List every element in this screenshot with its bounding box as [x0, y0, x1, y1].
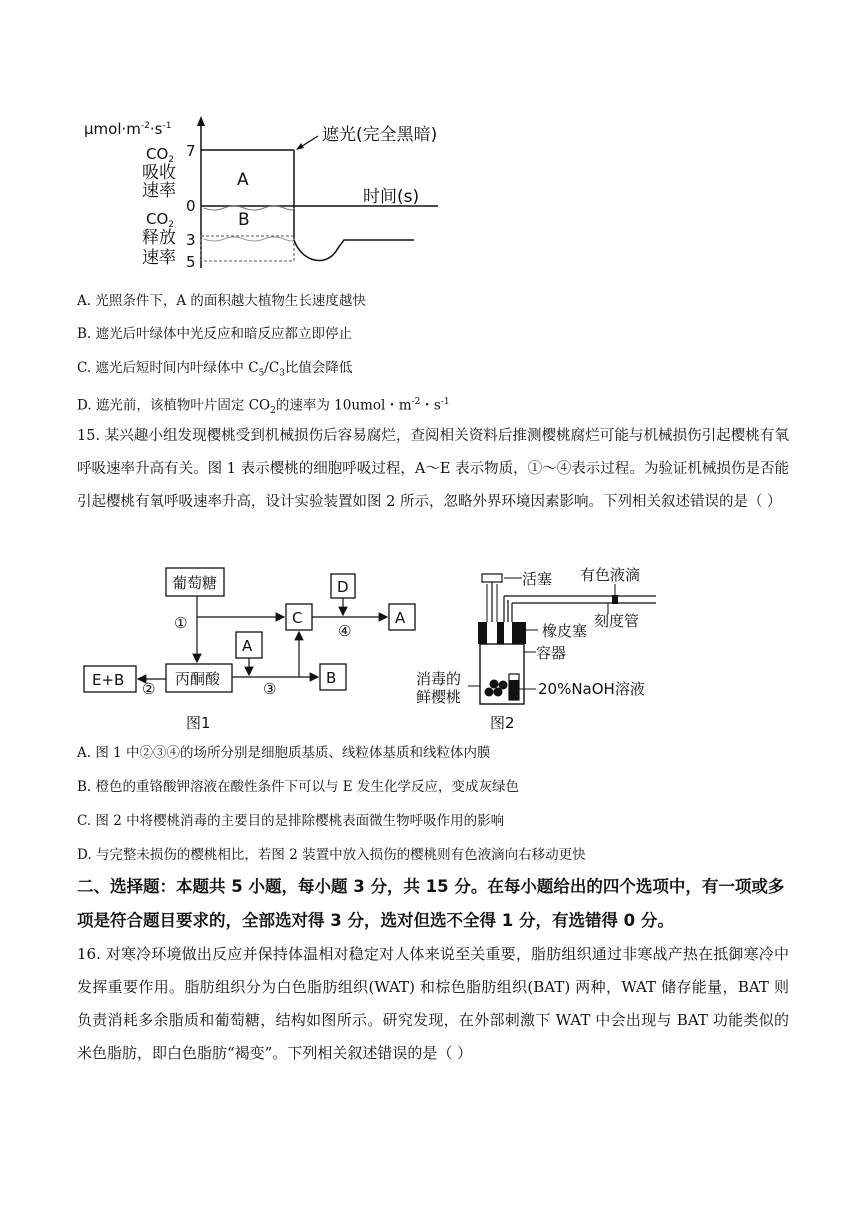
q14-option-c: C. 遮光后短时间内叶绿体中 $C_5/C_3$比值会降低	[77, 360, 353, 379]
box-glucose-label: 葡萄糖	[172, 574, 218, 592]
absorb-label-co2: $CO_2$	[146, 145, 175, 165]
stopper-hole-2	[504, 622, 512, 644]
q15-option-b: B. 橙色的重铬酸钾溶液在酸性条件下可以与 E 发生化学反应，变成灰绿色	[77, 779, 519, 795]
region-b-wave-2	[204, 237, 294, 241]
release-label-2: 释放	[142, 228, 176, 248]
tick-5: 5	[186, 253, 196, 271]
absorb-label-3: 速率	[142, 181, 176, 201]
q14-option-b: B. 遮光后叶绿体中光反应和暗反应都立即停止	[77, 326, 353, 342]
process-1: ①	[174, 614, 188, 632]
box-d-label: D	[337, 578, 349, 596]
q15-option-c: C. 图 2 中将樱桃消毒的主要目的是排除樱桃表面微生物呼吸作用的影响	[77, 813, 505, 829]
box-a-out-label: A	[395, 609, 406, 627]
label-container: 容器	[536, 644, 567, 662]
cherry	[490, 680, 499, 689]
process-4: ④	[338, 622, 352, 640]
tick-7: 7	[186, 142, 196, 160]
box-pyruvate-label: 丙酮酸	[175, 670, 221, 688]
piston-head	[482, 574, 502, 582]
dark-release-curve	[294, 240, 414, 260]
label-cherries-1: 消毒的	[416, 670, 462, 688]
tick-3: 3	[186, 231, 196, 249]
chart-unit-label: $\mu mol\cdot m^{-2}\cdot s^{-1}$	[84, 120, 172, 138]
label-droplet: 有色液滴	[580, 566, 641, 584]
naoh-fill	[509, 680, 519, 700]
q16-stem: 16. 对寒冷环境做出反应并保持体温相对稳定对人体来说至关重要，脂肪组织通过非寒战产热在抵御寒冷中发挥重要作用。脂肪组织分为白色脂肪组织(WAT) 和棕色脂肪组织(BAT) 两种，WAT 储存能量，BAT 则负责消耗多余脂质和葡萄糖，结构如图所示。研究发现，在外部刺激下 WAT 中会出现与 BAT 功能类似的米色脂肪，即白色脂肪“褐变”。下列相关叙述错误的是（ ）	[77, 945, 789, 1062]
section-2-heading: 二、选择题：本题共 5 小题，每小题 3 分，共 15 分。在每小题给出的四个选项中，有一项或多项是符合题目要求的，全部选对得 3 分，选对但选不全得 1 分，有选错得 0 分。	[77, 877, 785, 930]
region-b-label: B	[238, 210, 250, 230]
x-axis-label: 时间(s)	[363, 187, 420, 207]
label-scale-tube: 刻度管	[594, 612, 640, 630]
box-eb-label: E+B	[92, 671, 125, 689]
figure-1-respiration	[80, 562, 425, 737]
label-naoh: 20%NaOH溶液	[538, 680, 645, 698]
rubber-stopper	[478, 622, 526, 644]
y-axis-arrow	[197, 116, 205, 126]
q15-option-d: D. 与完整未损伤的樱桃相比，若图 2 装置中放入损伤的樱桃则有色液滴向右移动更快	[77, 847, 586, 863]
co2-rate-chart	[80, 108, 450, 278]
figure-2-caption: 图2	[490, 714, 515, 732]
process-2: ②	[142, 680, 156, 698]
process-3: ③	[263, 680, 277, 698]
annotation-arrow-head	[296, 143, 304, 150]
absorb-label-2: 吸收	[142, 163, 176, 183]
stopper-hole-1	[487, 622, 497, 644]
label-stopper: 橡皮塞	[542, 622, 588, 640]
figure-1-caption: 图1	[186, 714, 211, 732]
q15-stem: 15. 某兴趣小组发现樱桃受到机械损伤后容易腐烂，查阅相关资料后推测樱桃腐烂可能与机械损伤引起樱桃有氧呼吸速率升高有关。图 1 表示樱桃的细胞呼吸过程，A～E 表示物质，①～④表示过程。为验证机械损伤是否能引起樱桃有氧呼吸速率升高，设计实验装置如图 2 所示，忽略外界环境因素影响。下列相关叙述错误的是（ ）	[77, 428, 789, 510]
box-a-in-label: A	[242, 637, 253, 655]
label-cherries-2: 鲜樱桃	[416, 688, 462, 706]
box-b-label: B	[326, 669, 337, 687]
region-a-label: A	[237, 170, 249, 190]
colored-droplet	[612, 595, 618, 604]
release-label-co2: $CO_2$	[146, 210, 175, 230]
q14-option-d: D. 遮光前，该植物叶片固定 $CO_2$的速率为 10umol・$m^{-2}$・$s^{-1}$	[77, 397, 450, 417]
q14-option-a: A. 光照条件下，A 的面积越大植物生长速度越快	[77, 293, 366, 309]
q15-option-a: A. 图 1 中②③④的场所分别是细胞质基质、线粒体基质和线粒体内膜	[77, 745, 491, 761]
label-piston: 活塞	[522, 570, 553, 588]
annotation-text: 遮光(完全黑暗)	[322, 125, 438, 145]
tick-0: 0	[186, 197, 196, 215]
figure-2-apparatus	[408, 562, 660, 737]
box-c-label: C	[292, 609, 303, 627]
cherry	[485, 688, 494, 697]
release-label-3: 速率	[142, 248, 176, 268]
cherry	[499, 681, 508, 690]
